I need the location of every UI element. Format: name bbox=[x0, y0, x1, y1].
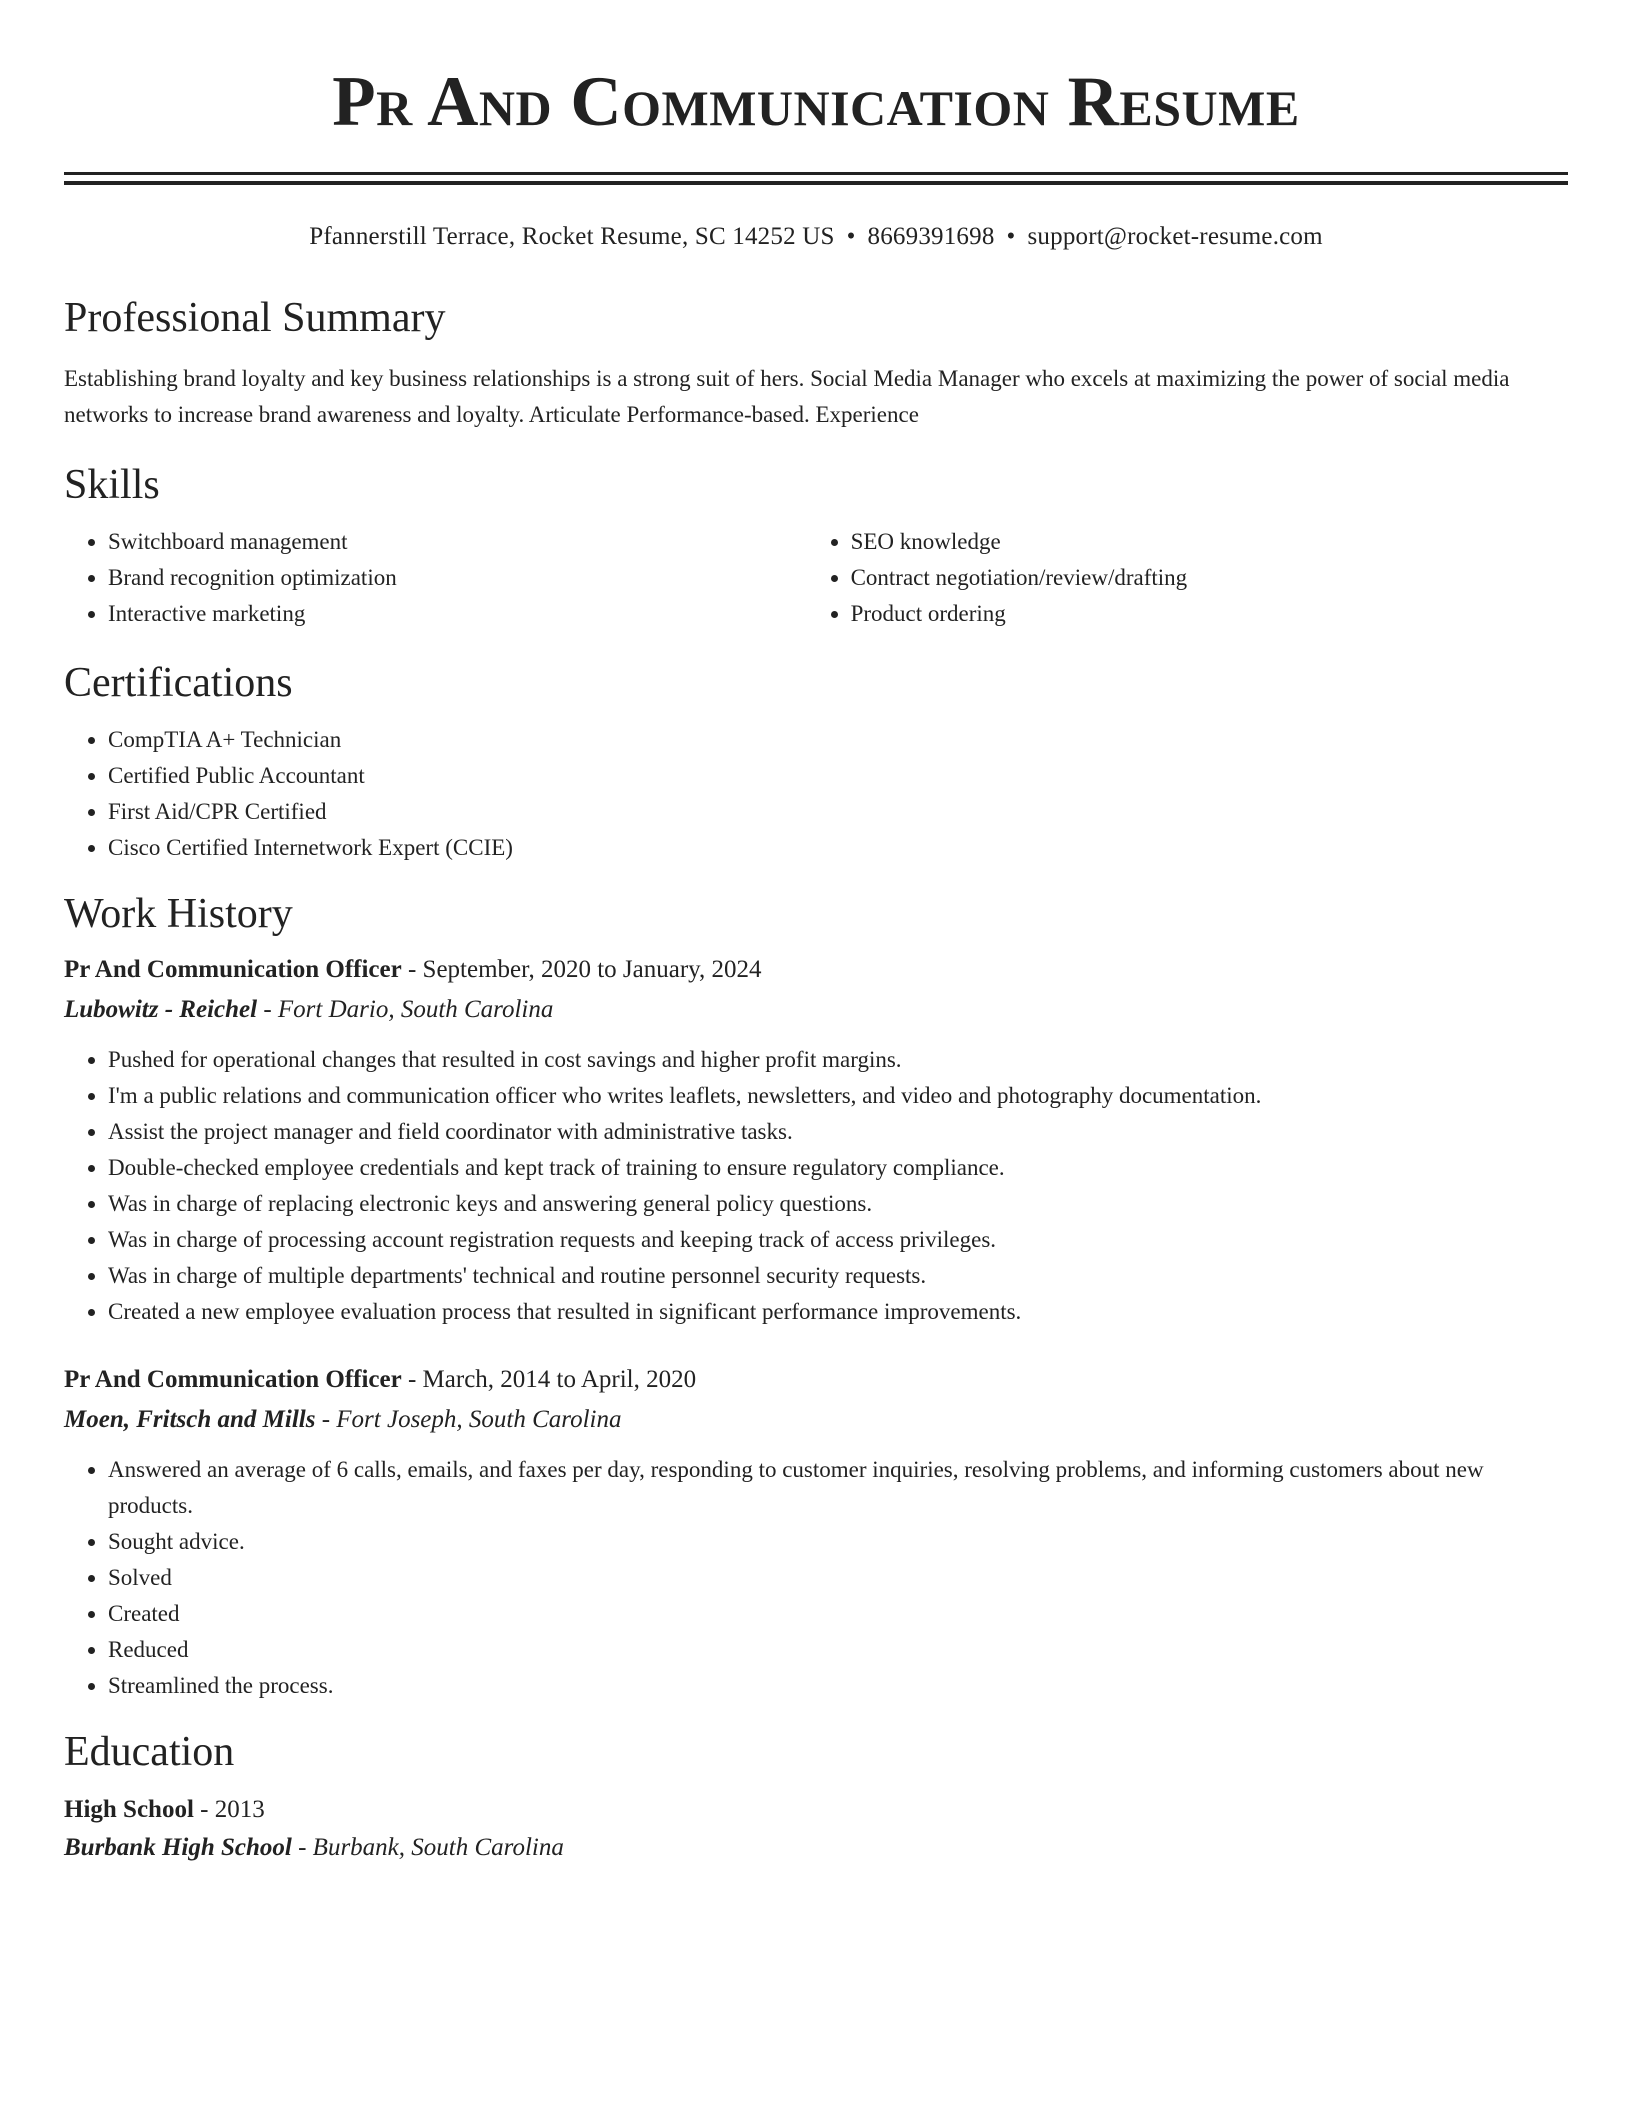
job-bullet: • Created a new employee evaluation process that resulted in significant performance improvements. bbox=[108, 1294, 1568, 1330]
education-degree-line bbox=[64, 1790, 1568, 1830]
skill-item: • Brand recognition optimization bbox=[108, 560, 807, 596]
contact-separator: • bbox=[846, 223, 856, 250]
summary-section bbox=[64, 293, 1568, 433]
job-bullet: • I'm a public relations and communication officer who writes leaflets, newsletters, and video and photography documentation. bbox=[108, 1078, 1568, 1114]
title-divider-top bbox=[64, 172, 1568, 175]
education-heading: Education bbox=[64, 1729, 235, 1775]
job-bullets bbox=[64, 1042, 1568, 1330]
skills-grid bbox=[64, 524, 1568, 632]
summary-heading: Professional Summary bbox=[64, 295, 446, 341]
certifications-section bbox=[64, 658, 1568, 866]
job-bullet: • Answered an average of 6 calls, emails, and faxes per day, responding to customer inquiries, resolving problems, and informing customers about new products. bbox=[108, 1452, 1568, 1524]
contact-line bbox=[64, 221, 1568, 253]
job-title-line bbox=[64, 1360, 1568, 1400]
skill-item: • Interactive marketing bbox=[108, 596, 807, 632]
certification-item: • Certified Public Accountant bbox=[108, 758, 1568, 794]
job-title-line bbox=[64, 950, 1568, 990]
skills-list-right bbox=[807, 524, 1568, 632]
job-dates: - September, 2020 to January, 2024 bbox=[401, 956, 762, 983]
certifications-heading: Certifications bbox=[64, 660, 293, 706]
skill-item: • Switchboard management bbox=[108, 524, 807, 560]
job-bullets bbox=[64, 1452, 1568, 1704]
title-divider-bottom bbox=[64, 181, 1568, 185]
job-bullet: • Reduced bbox=[108, 1632, 1568, 1668]
work-history-section bbox=[64, 889, 1568, 1704]
skill-item: • Product ordering bbox=[851, 596, 1568, 632]
job-bullet: • Sought advice. bbox=[108, 1524, 1568, 1560]
job-bullet: • Was in charge of replacing electronic keys and answering general policy questions. bbox=[108, 1186, 1568, 1222]
job-dates: - March, 2014 to April, 2020 bbox=[401, 1366, 697, 1393]
job-bullet: • Was in charge of multiple departments' technical and routine personnel security requests. bbox=[108, 1258, 1568, 1294]
summary-text: Establishing brand loyalty and key business relationships is a strong suit of hers. Social Media Manager who excels at maximizing the power of social media networks to increase brand awareness and loyalty. Articulate Performance-based. Experience bbox=[64, 366, 1510, 427]
skills-section bbox=[64, 460, 1568, 632]
skills-list-left bbox=[64, 524, 807, 632]
education-section bbox=[64, 1727, 1568, 1866]
job-location: - Fort Joseph, South Carolina bbox=[315, 1406, 622, 1433]
skills-heading: Skills bbox=[64, 462, 160, 508]
contact-separator: • bbox=[1006, 223, 1016, 250]
job-entry bbox=[64, 950, 1568, 1330]
contact-phone: 8669391698 bbox=[867, 223, 995, 250]
certification-item: • Cisco Certified Internetwork Expert (CCIE) bbox=[108, 830, 1568, 866]
job-location: - Fort Dario, South Carolina bbox=[257, 996, 554, 1023]
certification-item: • First Aid/CPR Certified bbox=[108, 794, 1568, 830]
resume-title: Pr And Communication Resume bbox=[332, 63, 1300, 141]
job-bullet: • Solved bbox=[108, 1560, 1568, 1596]
certifications-list bbox=[64, 722, 1568, 866]
contact-email: support@rocket-resume.com bbox=[1027, 223, 1323, 250]
work-history-heading: Work History bbox=[64, 891, 293, 937]
contact-address: Pfannerstill Terrace, Rocket Resume, SC 14252 US bbox=[309, 223, 835, 250]
education-school-line bbox=[64, 1830, 1568, 1866]
job-title: Pr And Communication Officer bbox=[64, 956, 402, 983]
job-company: Lubowitz - Reichel bbox=[64, 996, 258, 1023]
skill-item: • SEO knowledge bbox=[851, 524, 1568, 560]
education-location: - Burbank, South Carolina bbox=[291, 1834, 564, 1861]
job-company: Moen, Fritsch and Mills bbox=[64, 1406, 316, 1433]
job-bullet: • Created bbox=[108, 1596, 1568, 1632]
job-entry bbox=[64, 1360, 1568, 1704]
certification-item: • CompTIA A+ Technician bbox=[108, 722, 1568, 758]
job-title: Pr And Communication Officer bbox=[64, 1366, 402, 1393]
job-company-line bbox=[64, 990, 1568, 1030]
education-degree: High School bbox=[64, 1796, 194, 1823]
job-bullet: • Was in charge of processing account registration requests and keeping track of access privileges. bbox=[108, 1222, 1568, 1258]
education-school: Burbank High School bbox=[64, 1834, 292, 1861]
job-bullet: • Streamlined the process. bbox=[108, 1668, 1568, 1704]
job-bullet: • Assist the project manager and field coordinator with administrative tasks. bbox=[108, 1114, 1568, 1150]
job-bullet: • Double-checked employee credentials and kept track of training to ensure regulatory compliance. bbox=[108, 1150, 1568, 1186]
job-bullet: • Pushed for operational changes that resulted in cost savings and higher profit margins. bbox=[108, 1042, 1568, 1078]
education-year: - 2013 bbox=[193, 1796, 265, 1823]
job-company-line bbox=[64, 1400, 1568, 1440]
skill-item: • Contract negotiation/review/drafting bbox=[851, 560, 1568, 596]
